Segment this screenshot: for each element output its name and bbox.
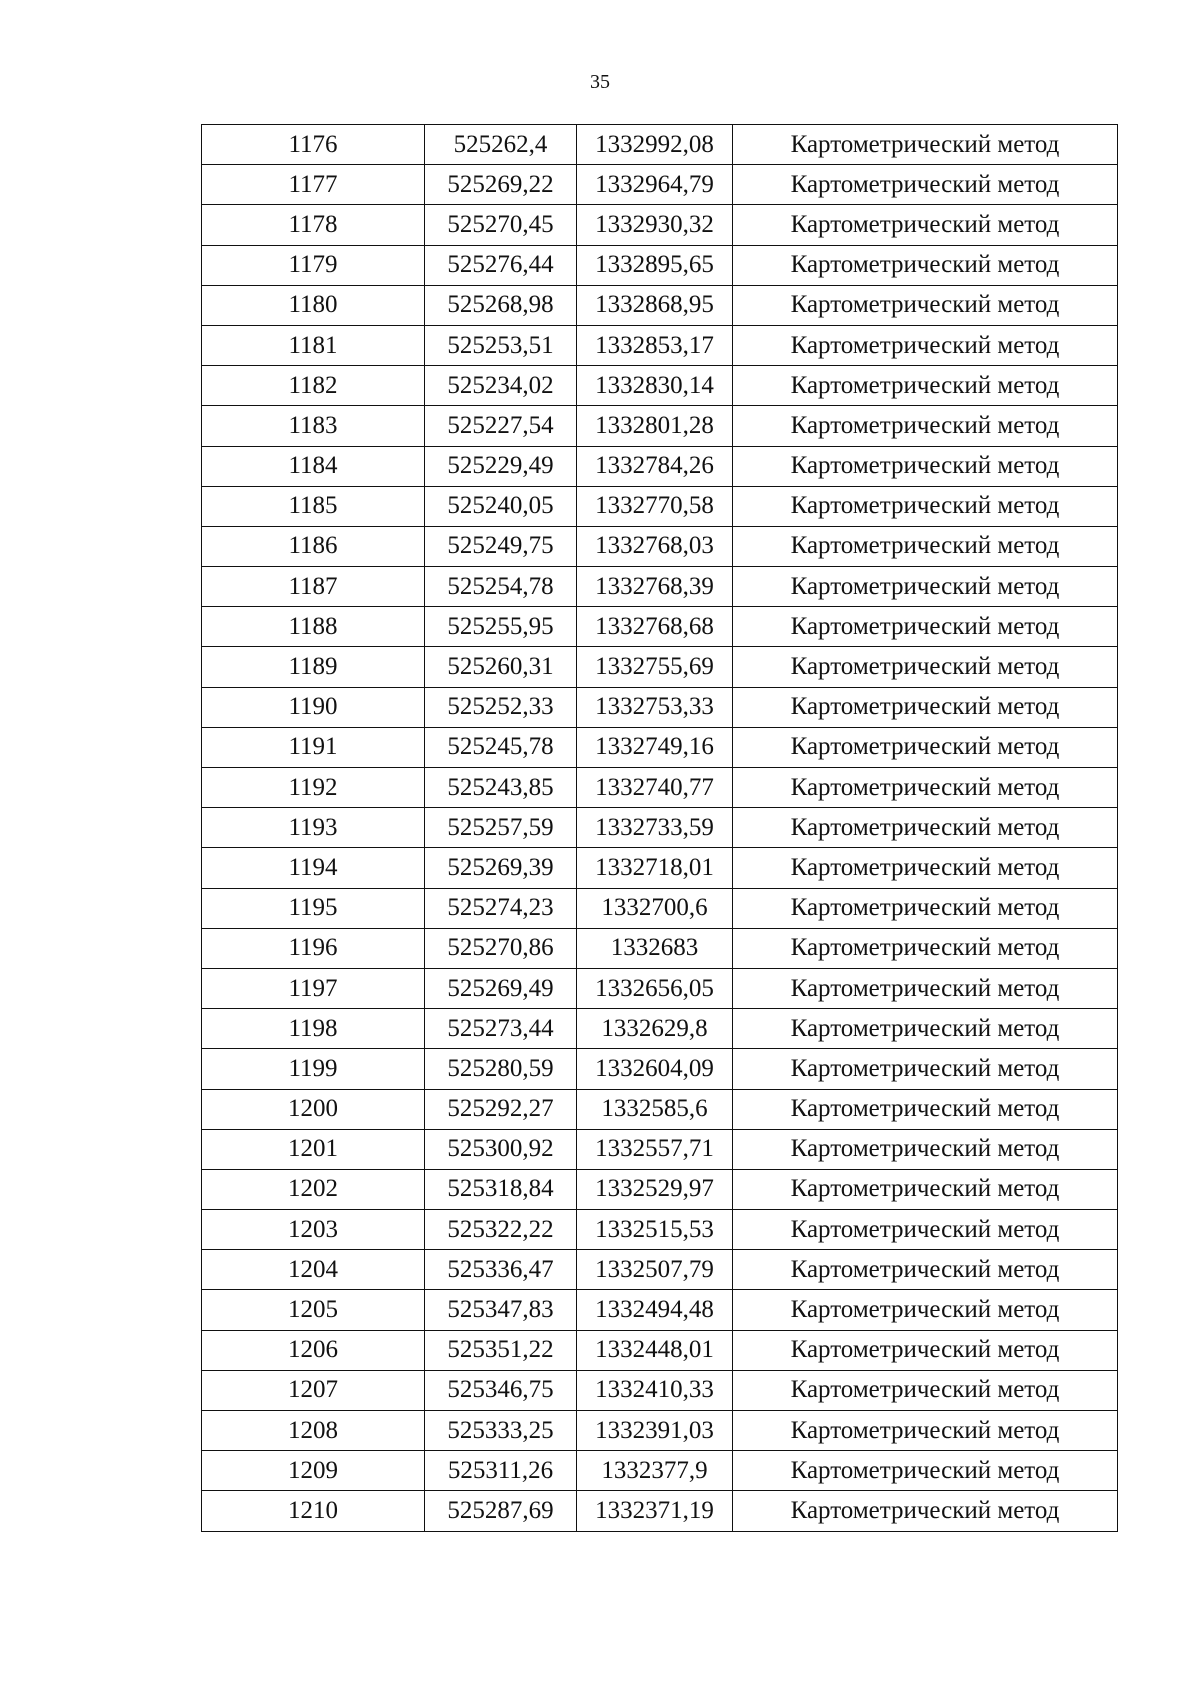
method-cell: Картометрический метод — [733, 205, 1118, 245]
table-row — [202, 1089, 1118, 1129]
point-number-cell: 1187 — [202, 567, 425, 607]
point-number-cell: 1204 — [202, 1250, 425, 1290]
point-number-cell: 1190 — [202, 687, 425, 727]
x-coordinate-cell: 525254,78 — [425, 567, 577, 607]
y-coordinate-cell: 1332895,65 — [577, 245, 733, 285]
y-coordinate-cell: 1332768,39 — [577, 567, 733, 607]
method-cell: Картометрический метод — [733, 285, 1118, 325]
y-coordinate-cell: 1332507,79 — [577, 1250, 733, 1290]
point-number-cell: 1209 — [202, 1451, 425, 1491]
method-cell: Картометрический метод — [733, 808, 1118, 848]
x-coordinate-cell: 525336,47 — [425, 1250, 577, 1290]
table-row — [202, 808, 1118, 848]
y-coordinate-cell: 1332749,16 — [577, 727, 733, 767]
x-coordinate-cell: 525347,83 — [425, 1290, 577, 1330]
table-row — [202, 567, 1118, 607]
method-cell: Картометрический метод — [733, 1089, 1118, 1129]
table-row — [202, 1451, 1118, 1491]
x-coordinate-cell: 525276,44 — [425, 245, 577, 285]
coordinates-table — [201, 124, 1118, 1532]
x-coordinate-cell: 525227,54 — [425, 406, 577, 446]
method-cell: Картометрический метод — [733, 1370, 1118, 1410]
x-coordinate-cell: 525318,84 — [425, 1169, 577, 1209]
y-coordinate-cell: 1332868,95 — [577, 285, 733, 325]
x-coordinate-cell: 525234,02 — [425, 366, 577, 406]
method-cell: Картометрический метод — [733, 1210, 1118, 1250]
y-coordinate-cell: 1332371,19 — [577, 1491, 733, 1531]
method-cell: Картометрический метод — [733, 165, 1118, 205]
table-row — [202, 727, 1118, 767]
method-cell: Картометрический метод — [733, 607, 1118, 647]
point-number-cell: 1176 — [202, 125, 425, 165]
page-number: 35 — [590, 71, 610, 93]
table-row — [202, 647, 1118, 687]
coordinates-table-body — [202, 125, 1118, 1532]
table-row — [202, 406, 1118, 446]
y-coordinate-cell: 1332604,09 — [577, 1049, 733, 1089]
y-coordinate-cell: 1332768,03 — [577, 526, 733, 566]
x-coordinate-cell: 525260,31 — [425, 647, 577, 687]
point-number-cell: 1206 — [202, 1330, 425, 1370]
x-coordinate-cell: 525255,95 — [425, 607, 577, 647]
y-coordinate-cell: 1332801,28 — [577, 406, 733, 446]
table-row — [202, 1169, 1118, 1209]
point-number-cell: 1186 — [202, 526, 425, 566]
method-cell: Картометрический метод — [733, 486, 1118, 526]
y-coordinate-cell: 1332656,05 — [577, 968, 733, 1008]
table-row — [202, 486, 1118, 526]
table-row — [202, 1129, 1118, 1169]
table-row — [202, 1370, 1118, 1410]
y-coordinate-cell: 1332992,08 — [577, 125, 733, 165]
point-number-cell: 1193 — [202, 808, 425, 848]
point-number-cell: 1180 — [202, 285, 425, 325]
method-cell: Картометрический метод — [733, 768, 1118, 808]
x-coordinate-cell: 525346,75 — [425, 1370, 577, 1410]
method-cell: Картометрический метод — [733, 1250, 1118, 1290]
point-number-cell: 1203 — [202, 1210, 425, 1250]
point-number-cell: 1194 — [202, 848, 425, 888]
x-coordinate-cell: 525268,98 — [425, 285, 577, 325]
method-cell: Картометрический метод — [733, 245, 1118, 285]
x-coordinate-cell: 525253,51 — [425, 325, 577, 365]
table-row — [202, 165, 1118, 205]
point-number-cell: 1189 — [202, 647, 425, 687]
y-coordinate-cell: 1332448,01 — [577, 1330, 733, 1370]
x-coordinate-cell: 525245,78 — [425, 727, 577, 767]
table-row — [202, 1330, 1118, 1370]
point-number-cell: 1197 — [202, 968, 425, 1008]
y-coordinate-cell: 1332700,6 — [577, 888, 733, 928]
method-cell: Картометрический метод — [733, 567, 1118, 607]
x-coordinate-cell: 525280,59 — [425, 1049, 577, 1089]
point-number-cell: 1202 — [202, 1169, 425, 1209]
point-number-cell: 1196 — [202, 928, 425, 968]
method-cell: Картометрический метод — [733, 848, 1118, 888]
point-number-cell: 1182 — [202, 366, 425, 406]
method-cell: Картометрический метод — [733, 366, 1118, 406]
method-cell: Картометрический метод — [733, 727, 1118, 767]
method-cell: Картометрический метод — [733, 1451, 1118, 1491]
method-cell: Картометрический метод — [733, 1169, 1118, 1209]
table-row — [202, 1491, 1118, 1531]
method-cell: Картометрический метод — [733, 1049, 1118, 1089]
x-coordinate-cell: 525274,23 — [425, 888, 577, 928]
table-row — [202, 968, 1118, 1008]
y-coordinate-cell: 1332515,53 — [577, 1210, 733, 1250]
method-cell: Картометрический метод — [733, 325, 1118, 365]
method-cell: Картометрический метод — [733, 125, 1118, 165]
method-cell: Картометрический метод — [733, 1129, 1118, 1169]
y-coordinate-cell: 1332853,17 — [577, 325, 733, 365]
y-coordinate-cell: 1332770,58 — [577, 486, 733, 526]
table-row — [202, 1250, 1118, 1290]
method-cell: Картометрический метод — [733, 1290, 1118, 1330]
method-cell: Картометрический метод — [733, 928, 1118, 968]
x-coordinate-cell: 525243,85 — [425, 768, 577, 808]
y-coordinate-cell: 1332683 — [577, 928, 733, 968]
point-number-cell: 1183 — [202, 406, 425, 446]
table-row — [202, 768, 1118, 808]
method-cell: Картометрический метод — [733, 1491, 1118, 1531]
x-coordinate-cell: 525351,22 — [425, 1330, 577, 1370]
point-number-cell: 1177 — [202, 165, 425, 205]
method-cell: Картометрический метод — [733, 1330, 1118, 1370]
table-row — [202, 285, 1118, 325]
table-row — [202, 1009, 1118, 1049]
table-row — [202, 526, 1118, 566]
table-row — [202, 928, 1118, 968]
table-row — [202, 1411, 1118, 1451]
method-cell: Картометрический метод — [733, 406, 1118, 446]
point-number-cell: 1208 — [202, 1411, 425, 1451]
y-coordinate-cell: 1332529,97 — [577, 1169, 733, 1209]
table-row — [202, 125, 1118, 165]
point-number-cell: 1200 — [202, 1089, 425, 1129]
point-number-cell: 1198 — [202, 1009, 425, 1049]
table-row — [202, 888, 1118, 928]
y-coordinate-cell: 1332768,68 — [577, 607, 733, 647]
x-coordinate-cell: 525292,27 — [425, 1089, 577, 1129]
table-row — [202, 687, 1118, 727]
x-coordinate-cell: 525273,44 — [425, 1009, 577, 1049]
point-number-cell: 1199 — [202, 1049, 425, 1089]
point-number-cell: 1205 — [202, 1290, 425, 1330]
y-coordinate-cell: 1332740,77 — [577, 768, 733, 808]
point-number-cell: 1188 — [202, 607, 425, 647]
table-row — [202, 245, 1118, 285]
x-coordinate-cell: 525333,25 — [425, 1411, 577, 1451]
y-coordinate-cell: 1332718,01 — [577, 848, 733, 888]
y-coordinate-cell: 1332585,6 — [577, 1089, 733, 1129]
table-row — [202, 1290, 1118, 1330]
point-number-cell: 1192 — [202, 768, 425, 808]
x-coordinate-cell: 525269,22 — [425, 165, 577, 205]
y-coordinate-cell: 1332391,03 — [577, 1411, 733, 1451]
table-row — [202, 1210, 1118, 1250]
method-cell: Картометрический метод — [733, 968, 1118, 1008]
table-row — [202, 205, 1118, 245]
method-cell: Картометрический метод — [733, 1009, 1118, 1049]
point-number-cell: 1207 — [202, 1370, 425, 1410]
x-coordinate-cell: 525229,49 — [425, 446, 577, 486]
point-number-cell: 1184 — [202, 446, 425, 486]
x-coordinate-cell: 525240,05 — [425, 486, 577, 526]
point-number-cell: 1185 — [202, 486, 425, 526]
method-cell: Картометрический метод — [733, 526, 1118, 566]
method-cell: Картометрический метод — [733, 1411, 1118, 1451]
x-coordinate-cell: 525269,39 — [425, 848, 577, 888]
x-coordinate-cell: 525269,49 — [425, 968, 577, 1008]
x-coordinate-cell: 525311,26 — [425, 1451, 577, 1491]
table-row — [202, 848, 1118, 888]
method-cell: Картометрический метод — [733, 446, 1118, 486]
x-coordinate-cell: 525252,33 — [425, 687, 577, 727]
point-number-cell: 1195 — [202, 888, 425, 928]
method-cell: Картометрический метод — [733, 888, 1118, 928]
y-coordinate-cell: 1332753,33 — [577, 687, 733, 727]
x-coordinate-cell: 525262,4 — [425, 125, 577, 165]
y-coordinate-cell: 1332784,26 — [577, 446, 733, 486]
point-number-cell: 1181 — [202, 325, 425, 365]
x-coordinate-cell: 525287,69 — [425, 1491, 577, 1531]
y-coordinate-cell: 1332733,59 — [577, 808, 733, 848]
table-row — [202, 1049, 1118, 1089]
y-coordinate-cell: 1332494,48 — [577, 1290, 733, 1330]
point-number-cell: 1201 — [202, 1129, 425, 1169]
y-coordinate-cell: 1332377,9 — [577, 1451, 733, 1491]
x-coordinate-cell: 525270,45 — [425, 205, 577, 245]
x-coordinate-cell: 525249,75 — [425, 526, 577, 566]
x-coordinate-cell: 525270,86 — [425, 928, 577, 968]
x-coordinate-cell: 525322,22 — [425, 1210, 577, 1250]
point-number-cell: 1210 — [202, 1491, 425, 1531]
point-number-cell: 1179 — [202, 245, 425, 285]
table-row — [202, 366, 1118, 406]
table-row — [202, 446, 1118, 486]
method-cell: Картометрический метод — [733, 647, 1118, 687]
y-coordinate-cell: 1332557,71 — [577, 1129, 733, 1169]
x-coordinate-cell: 525300,92 — [425, 1129, 577, 1169]
x-coordinate-cell: 525257,59 — [425, 808, 577, 848]
y-coordinate-cell: 1332629,8 — [577, 1009, 733, 1049]
table-row — [202, 607, 1118, 647]
y-coordinate-cell: 1332755,69 — [577, 647, 733, 687]
y-coordinate-cell: 1332410,33 — [577, 1370, 733, 1410]
y-coordinate-cell: 1332964,79 — [577, 165, 733, 205]
y-coordinate-cell: 1332930,32 — [577, 205, 733, 245]
y-coordinate-cell: 1332830,14 — [577, 366, 733, 406]
point-number-cell: 1178 — [202, 205, 425, 245]
method-cell: Картометрический метод — [733, 687, 1118, 727]
table-row — [202, 325, 1118, 365]
point-number-cell: 1191 — [202, 727, 425, 767]
